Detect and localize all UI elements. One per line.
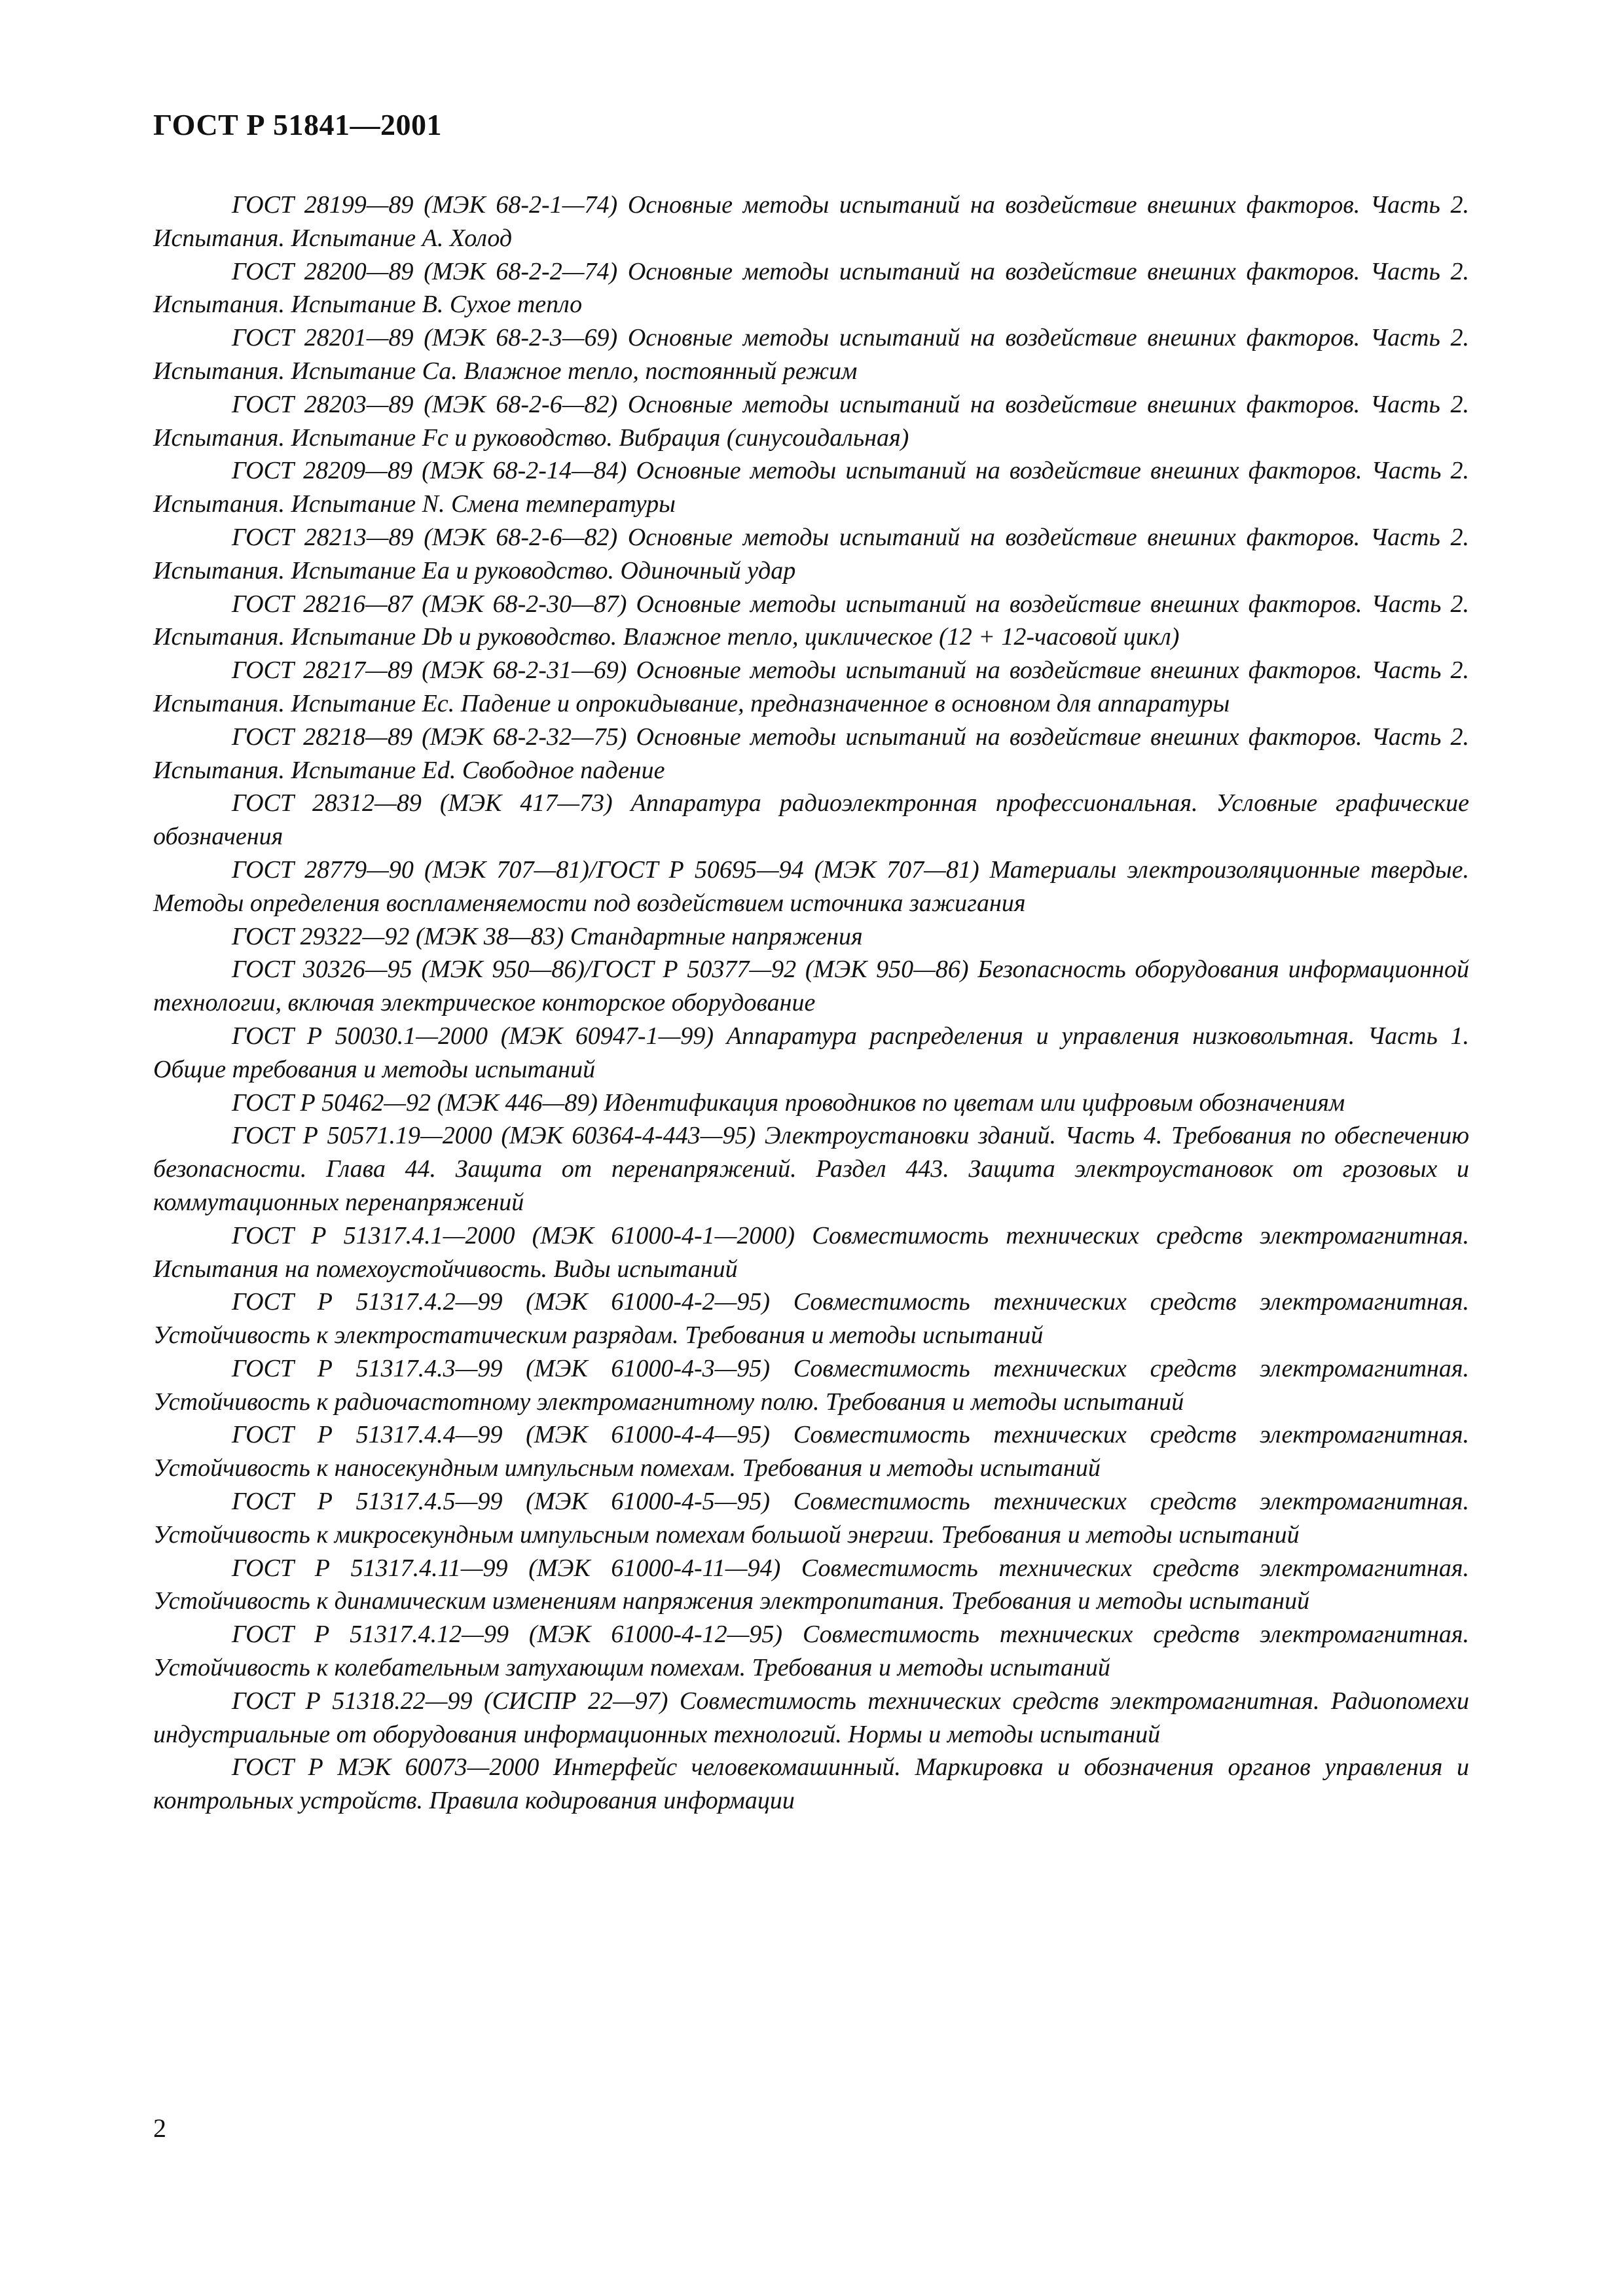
reference-list [153,188,1469,1818]
reference-item: ГОСТ 28312—89 (МЭК 417—73) Аппаратура радиоэлектронная профессиональная. Условные графические обозначения [153,789,1469,851]
reference-item: ГОСТ 28213—89 (МЭК 68-2-6—82) Основные методы испытаний на воздействие внешних факторов. Часть 2. Испытания. Испытание Еа и руководство. Одиночный удар [153,523,1469,584]
reference-item: ГОСТ Р 51317.4.5—99 (МЭК 61000-4-5—95) Совместимость технических средств электромагнитная. Устойчивость к микросекундным импульсным помехам большой энергии. Требования и методы испытаний [153,1488,1469,1549]
page-header: ГОСТ Р 51841—2001 [153,108,442,141]
reference-item: ГОСТ Р 51317.4.1—2000 (МЭК 61000-4-1—2000) Совместимость технических средств электромагнитная. Испытания на помехоустойчивость. Виды испытаний [153,1221,1469,1283]
reference-item: ГОСТ Р 50030.1—2000 (МЭК 60947-1—99) Аппаратура распределения и управления низковольтная. Часть 1. Общие требования и методы испытаний [153,1022,1469,1083]
reference-item: ГОСТ 28209—89 (МЭК 68-2-14—84) Основные методы испытаний на воздействие внешних факторов. Часть 2. Испытания. Испытание N. Смена температуры [153,457,1469,518]
reference-item: ГОСТ Р 51317.4.4—99 (МЭК 61000-4-4—95) Совместимость технических средств электромагнитная. Устойчивость к наносекундным импульсным помехам. Требования и методы испытаний [153,1421,1469,1482]
reference-item: ГОСТ 28203—89 (МЭК 68-2-6—82) Основные методы испытаний на воздействие внешних факторов. Часть 2. Испытания. Испытание Fc и руководство. Вибрация (синусоидальная) [153,390,1469,452]
reference-item: ГОСТ 28779—90 (МЭК 707—81)/ГОСТ Р 50695—94 (МЭК 707—81) Материалы электроизоляционные твердые. Методы определения воспламеняемости под воздействием источника зажигания [153,855,1469,917]
reference-item: ГОСТ 28199—89 (МЭК 68-2-1—74) Основные методы испытаний на воздействие внешних факторов. Часть 2. Испытания. Испытание А. Холод [153,191,1469,252]
reference-item: ГОСТ Р 51317.4.11—99 (МЭК 61000-4-11—94) Совместимость технических средств электромагнитная. Устойчивость к динамическим изменениям напряжения электропитания. Требования и методы испытаний [153,1554,1469,1615]
reference-item: ГОСТ 28216—87 (МЭК 68-2-30—87) Основные методы испытаний на воздействие внешних факторов. Часть 2. Испытания. Испытание Db и руководство. Влажное тепло, циклическое (12 + 12-часовой цикл) [153,590,1469,651]
reference-item: ГОСТ 29322—92 (МЭК 38—83) Стандартные напряжения [232,922,863,950]
reference-item: ГОСТ Р 50462—92 (МЭК 446—89) Идентификация проводников по цветам или цифровым обозначениям [232,1088,1345,1117]
reference-item: ГОСТ 28201—89 (МЭК 68-2-3—69) Основные методы испытаний на воздействие внешних факторов. Часть 2. Испытания. Испытание Са. Влажное тепло, постоянный режим [153,324,1469,385]
reference-item: ГОСТ Р 51318.22—99 (СИСПР 22—97) Совместимость технических средств электромагнитная. Радиопомехи индустриальные от оборудования информационных технологий. Нормы и методы испытаний [153,1687,1469,1748]
reference-item: ГОСТ 30326—95 (МЭК 950—86)/ГОСТ Р 50377—92 (МЭК 950—86) Безопасность оборудования информационной технологии, включая электрическое конторское оборудование [153,956,1469,1017]
reference-item: ГОСТ Р МЭК 60073—2000 Интерфейс человекомашинный. Маркировка и обозначения органов управления и контрольных устройств. Правила кодирования информации [153,1753,1469,1815]
reference-item: ГОСТ Р 51317.4.12—99 (МЭК 61000-4-12—95) Совместимость технических средств электромагнитная. Устойчивость к колебательным затухающим помехам. Требования и методы испытаний [153,1621,1469,1682]
reference-item: ГОСТ 28217—89 (МЭК 68-2-31—69) Основные методы испытаний на воздействие внешних факторов. Часть 2. Испытания. Испытание Ес. Падение и опрокидывание, предназначенное в основном для аппаратуры [153,656,1469,717]
reference-item: ГОСТ 28218—89 (МЭК 68-2-32—75) Основные методы испытаний на воздействие внешних факторов. Часть 2. Испытания. Испытание Ed. Свободное падение [153,723,1469,784]
reference-item: ГОСТ Р 51317.4.2—99 (МЭК 61000-4-2—95) Совместимость технических средств электромагнитная. Устойчивость к электростатическим разрядам. Требования и методы испытаний [153,1288,1469,1350]
page-number: 2 [153,2113,166,2143]
reference-item: ГОСТ Р 51317.4.3—99 (МЭК 61000-4-3—95) Совместимость технических средств электромагнитная. Устойчивость к радиочастотному электромагнитному полю. Требования и методы испытаний [153,1354,1469,1416]
reference-item: ГОСТ Р 50571.19—2000 (МЭК 60364-4-443—95) Электроустановки зданий. Часть 4. Требования по обеспечению безопасности. Глава 44. Защита от перенапряжений. Раздел 443. Защита электроустановок от грозовых и коммутационных перенапряжений [153,1122,1469,1216]
reference-item: ГОСТ 28200—89 (МЭК 68-2-2—74) Основные методы испытаний на воздействие внешних факторов. Часть 2. Испытания. Испытание В. Сухое тепло [153,257,1469,319]
